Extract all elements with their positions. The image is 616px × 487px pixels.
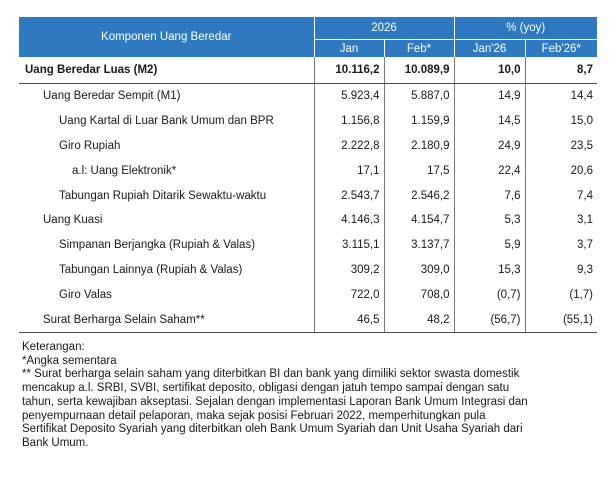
cell-feb: 708,0 [384, 282, 454, 307]
footnote-securities-line: penyempurnaan detail pelaporan, maka sejak posisi Februari 2022, memperhitungkan pula [22, 409, 486, 422]
cell-jan: 46,5 [314, 307, 384, 332]
table-row [19, 84, 597, 109]
cell-jan-yoy: 15,3 [454, 258, 525, 283]
cell-jan: 2.543,7 [314, 183, 384, 208]
table-row [19, 208, 597, 233]
cell-feb: 48,2 [384, 307, 454, 332]
table-row [19, 158, 597, 183]
row-label: Tabungan Rupiah Ditarik Sewaktu-waktu [59, 189, 267, 202]
row-label: a.l: Uang Elektronik* [72, 164, 177, 177]
cell-jan-yoy: (56,7) [454, 307, 525, 332]
cell-feb: 10.089,9 [384, 57, 454, 84]
footnote-securities-line: Bank Umum. [22, 436, 89, 449]
table-row [19, 258, 597, 283]
row-label: Uang Kuasi [43, 214, 103, 227]
cell-feb-yoy: 23,5 [525, 134, 597, 159]
cell-jan: 3.115,1 [314, 233, 384, 258]
table-row [19, 183, 597, 208]
table-row [19, 57, 597, 84]
cell-jan-yoy: 14,9 [454, 84, 525, 109]
cell-jan-yoy: 22,4 [454, 158, 525, 183]
table-body [19, 57, 597, 332]
cell-feb: 5.887,0 [384, 84, 454, 109]
cell-feb-yoy: 20,6 [525, 158, 597, 183]
cell-jan: 309,2 [314, 258, 384, 283]
cell-feb: 4.154,7 [384, 208, 454, 233]
cell-jan: 10.116,2 [314, 57, 384, 84]
cell-jan: 2.222,8 [314, 134, 384, 159]
table-row [19, 109, 597, 134]
cell-jan: 1.156,8 [314, 109, 384, 134]
cell-jan-yoy: 7,6 [454, 183, 525, 208]
cell-jan: 4.146,3 [314, 208, 384, 233]
cell-jan-yoy: 10,0 [454, 57, 525, 84]
table-row [19, 233, 597, 258]
notes-heading: Keterangan: [22, 341, 85, 353]
column-header-feb: Feb* [384, 40, 454, 58]
cell-feb: 17,5 [384, 158, 454, 183]
cell-feb-yoy: 14,4 [525, 84, 597, 109]
cell-jan-yoy: 5,9 [454, 233, 525, 258]
footnote-securities-line: tahun, serta kewajiban akseptasi. Sejalan dengan implementasi Laporan Bank Umum Integrasi dan [22, 395, 528, 408]
table-row [19, 134, 597, 159]
cell-feb: 3.137,7 [384, 233, 454, 258]
column-header-feb-yoy: Feb'26* [525, 40, 597, 58]
yoy-group-header: % (yoy) [454, 17, 597, 40]
cell-feb: 2.180,9 [384, 134, 454, 159]
cell-feb-yoy: 3,7 [525, 233, 597, 258]
year-group-header: 2026 [314, 17, 454, 40]
row-label: Uang Kartal di Luar Bank Umum dan BPR [59, 115, 274, 128]
footnote-securities-line: mencakup a.l. SRBI, SVBI, sertifikat deposito, obligasi dengan jatuh tempo sampai dengan satu [22, 382, 510, 395]
table-row [19, 307, 597, 332]
row-label: Uang Beredar Sempit (M1) [43, 90, 181, 103]
cell-feb-yoy: 9,3 [525, 258, 597, 283]
column-header-jan: Jan [314, 40, 384, 58]
cell-jan-yoy: 24,9 [454, 134, 525, 159]
cell-feb-yoy: 7,4 [525, 183, 597, 208]
column-header-jan-yoy: Jan'26 [454, 40, 525, 58]
cell-jan: 5.923,4 [314, 84, 384, 109]
row-label: Uang Beredar Luas (M2) [19, 57, 314, 84]
cell-feb-yoy: 3,1 [525, 208, 597, 233]
cell-jan-yoy: (0,7) [454, 282, 525, 307]
cell-feb-yoy: (1,7) [525, 282, 597, 307]
table-header [19, 17, 597, 57]
footnote-securities-line: Sertifikat Deposito Syariah yang diterbitkan oleh Bank Umum Syariah dan Unit Usaha Syariah dari [22, 423, 523, 436]
row-label: Simpanan Berjangka (Rupiah & Valas) [59, 239, 256, 252]
footnotes [22, 341, 600, 451]
row-label: Giro Valas [59, 288, 112, 301]
cell-feb-yoy: (55,1) [525, 307, 597, 332]
table-row [19, 282, 597, 307]
row-label: Tabungan Lainnya (Rupiah & Valas) [59, 263, 243, 276]
row-label: Surat Berharga Selain Saham** [19, 307, 314, 332]
footnote-securities-line: ** Surat berharga selain saham yang diterbitkan BI dan bank yang dimiliki sektor swasta domestik [22, 368, 520, 381]
cell-feb: 2.546,2 [384, 183, 454, 208]
component-column-header: Komponen Uang Beredar [19, 17, 314, 57]
cell-feb-yoy: 15,0 [525, 109, 597, 134]
cell-jan: 17,1 [314, 158, 384, 183]
row-label: Giro Rupiah [59, 139, 121, 152]
cell-feb: 1.159,9 [384, 109, 454, 134]
footnote-provisional: *Angka sementara [22, 354, 117, 367]
cell-jan-yoy: 5,3 [454, 208, 525, 233]
cell-jan-yoy: 14,5 [454, 109, 525, 134]
money-supply-table [19, 17, 597, 333]
cell-feb: 309,0 [384, 258, 454, 283]
cell-jan: 722,0 [314, 282, 384, 307]
cell-feb-yoy: 8,7 [525, 57, 597, 84]
